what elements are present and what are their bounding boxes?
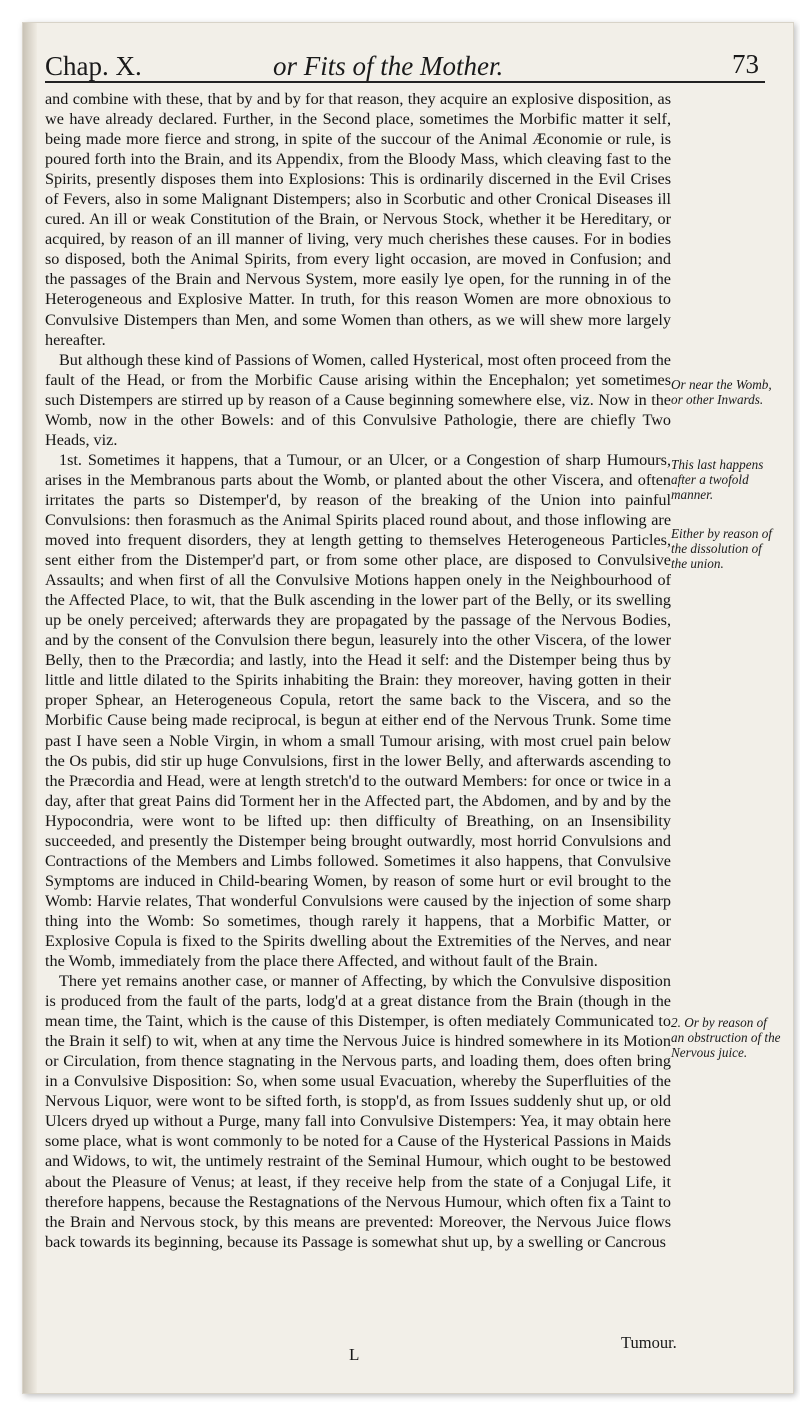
paragraph: and combine with these, that by and by for that reason, they acquire an explosive disposition, as we have already declared. Further, in the Second place, sometimes the Morbific matter it self, being made more fierce and strong, in spite of the succour of the Animal Æconomie or rule, is poured forth into the Brain, and its Appendix, from the Bloody Mass, which cleaving fast to the Spirits, presently disposes them into Explosions: This is ordinarily discerned in the Evil Crises of Fevers, also in some Malignant Distempers; also in Scorbutic and other Cronical Diseases ill cured. An ill or weak Constitution of the Brain, or Nervous Stock, whether it be Hereditary, or acquired, by reason of an ill manner of living, very much cherishes these causes. For in bodies so disposed, both the Animal Spirits, from every light occasion, are moved in Confusion; and the passages of the Brain and Nervous System, more easily lye open, for the running in of the Heterogeneous and Explosive Matter. In truth, for this reason Women are more obnoxious to Convulsive Distempers than Men, and some Women than others, as we will shew more largely hereafter. [45, 90, 671, 349]
page-gutter [23, 23, 37, 1393]
paragraph: There yet remains another case, or manner of Affecting, by which the Convulsive disposition is produced from the fault of the parts, lodg'd at a great distance from the Brain (though in the mean time, the Taint, which is the cause of this Distemper, is often mediately Communicated to the Brain it self) to wit, when at any time the Nervous Juice is hindred somewhere in its Motion or Circulation, from thence stagnating in the Nervous parts, and loading them, does often bring in a Convulsive Disposition: So, when some usual Evacuation, whereby the Superfluities of the Nervous Liquor, were wont to be sifted forth, is stopp'd, as from Issues suddenly shut up, or old Ulcers dryed up without a Purge, many fall into Convulsive Distempers: Yea, it may obtain here some place, what is wont commonly to be noted for a Cause of the Hysterical Passions in Maids and Widows, to wit, the untimely restraint of the Seminal Humour, which ought to be bestowed about the Pleasure of Venus; at least, if they receive help from the state of a Conjugal Life, it therefore happens, because the Restagnations of the Nervous Humour, which often fix a Taint to the Brain and Nervous stock, by this means are prevented: Moreover, the Nervous Juice flows back towards its beginning, because its Passage is somewhat shut up, by a swelling or Cancrous [45, 972, 671, 1251]
book-page [22, 22, 794, 1394]
catchword: Tumour. [621, 1333, 677, 1352]
side-note: This last happens after a twofold manner. [671, 457, 764, 502]
signature-mark: L [349, 1345, 360, 1364]
side-note: Or near the Womb, or other Inwards. [671, 377, 772, 407]
page-number: 73 [732, 49, 759, 79]
side-note: 2. Or by reason of an obstruction of the Nervous juice. [671, 1015, 781, 1060]
paragraph: But although these kind of Passions of Women, called Hysterical, most often proceed from the fault of the Head, or from the Morbific Cause arising within the Encephalon; yet sometimes such Distempers are stirred up by reason of a Cause beginning somewhere else, viz. Now in the Womb, now in the other Bowels: and of this Convulsive Pathologie, there are chiefly Two Heads, viz. [45, 350, 671, 449]
main-text [45, 89, 671, 1252]
running-header [45, 47, 765, 83]
running-title: or Fits of the Mother. [273, 51, 504, 81]
chapter-label: Chap. X. [45, 51, 142, 81]
paragraph: 1st. Sometimes it happens, that a Tumour, or an Ulcer, or a Congestion of sharp Humours, arises in the Membranous parts about the Womb, or planted about the other Viscera, and often irritates the parts so Distemper'd, by reason of the breaking of the Union into painful Convulsions: then forasmuch as the Animal Spirits placed round about, and those inflowing are moved into frequent disorders, they at length getting to themselves Heterogeneous Particles, sent either from the Distemper'd part, or from some other place, are disposed to Convulsive Assaults; and when first of all the Convulsive Motions happen onely in the Neighbourhood of the Affected Place, to wit, that the Bulk ascending in the lower part of the Belly, or its swelling up be onely perceived; afterwards they are propagated by the passage of the Nervous Bodies, and by the consent of the Convulsion there begun, leasurely into the other Viscera, of the lower Belly, then to the Præcordia; and lastly, into the Head it self: and the Distemper being thus by little and little dilated to the Spirits inhabiting the Brain: they moreover, having gotten in their proper Sphear, an Heterogeneous Copula, retort the same back to the Viscera, and so the Morbific Cause being made reciprocal, is begun at either end of the Nervous Trunk. Some time past I have seen a Noble Virgin, in whom a small Tumour arising, with most cruel pain below the Os pubis, did stir up huge Convulsions, first in the lower Belly, and afterwards ascending to the Præcordia and Head, were at length stretch'd to the outward Members: for once or twice in a day, after that great Pains did Torment her in the Affected part, the Abdomen, and by and by the Hypocondria, were wont to be lifted up: then difficulty of Breathing, on an Insensibility succeeded, and presently the Distemper being brought outwardly, most horrid Convulsions and Contractions of the Members and Limbs followed. Sometimes it also happens, that Convulsive Symptoms are induced in Child-bearing Women, by reason of some hurt or evil brought to the Womb: Harvie relates, That wonderful Convulsions were caused by the injection of some sharp thing into the Womb: So sometimes, though rarely it happens, that a Morbific Matter, or Explosive Copula is fixed to the Spirits dwelling about the Extremities of the Nerves, and near the Womb, immediately from the place there Affected, and without fault of the Brain. [45, 450, 671, 971]
side-note: Either by reason of the dissolution of the union. [671, 526, 772, 571]
